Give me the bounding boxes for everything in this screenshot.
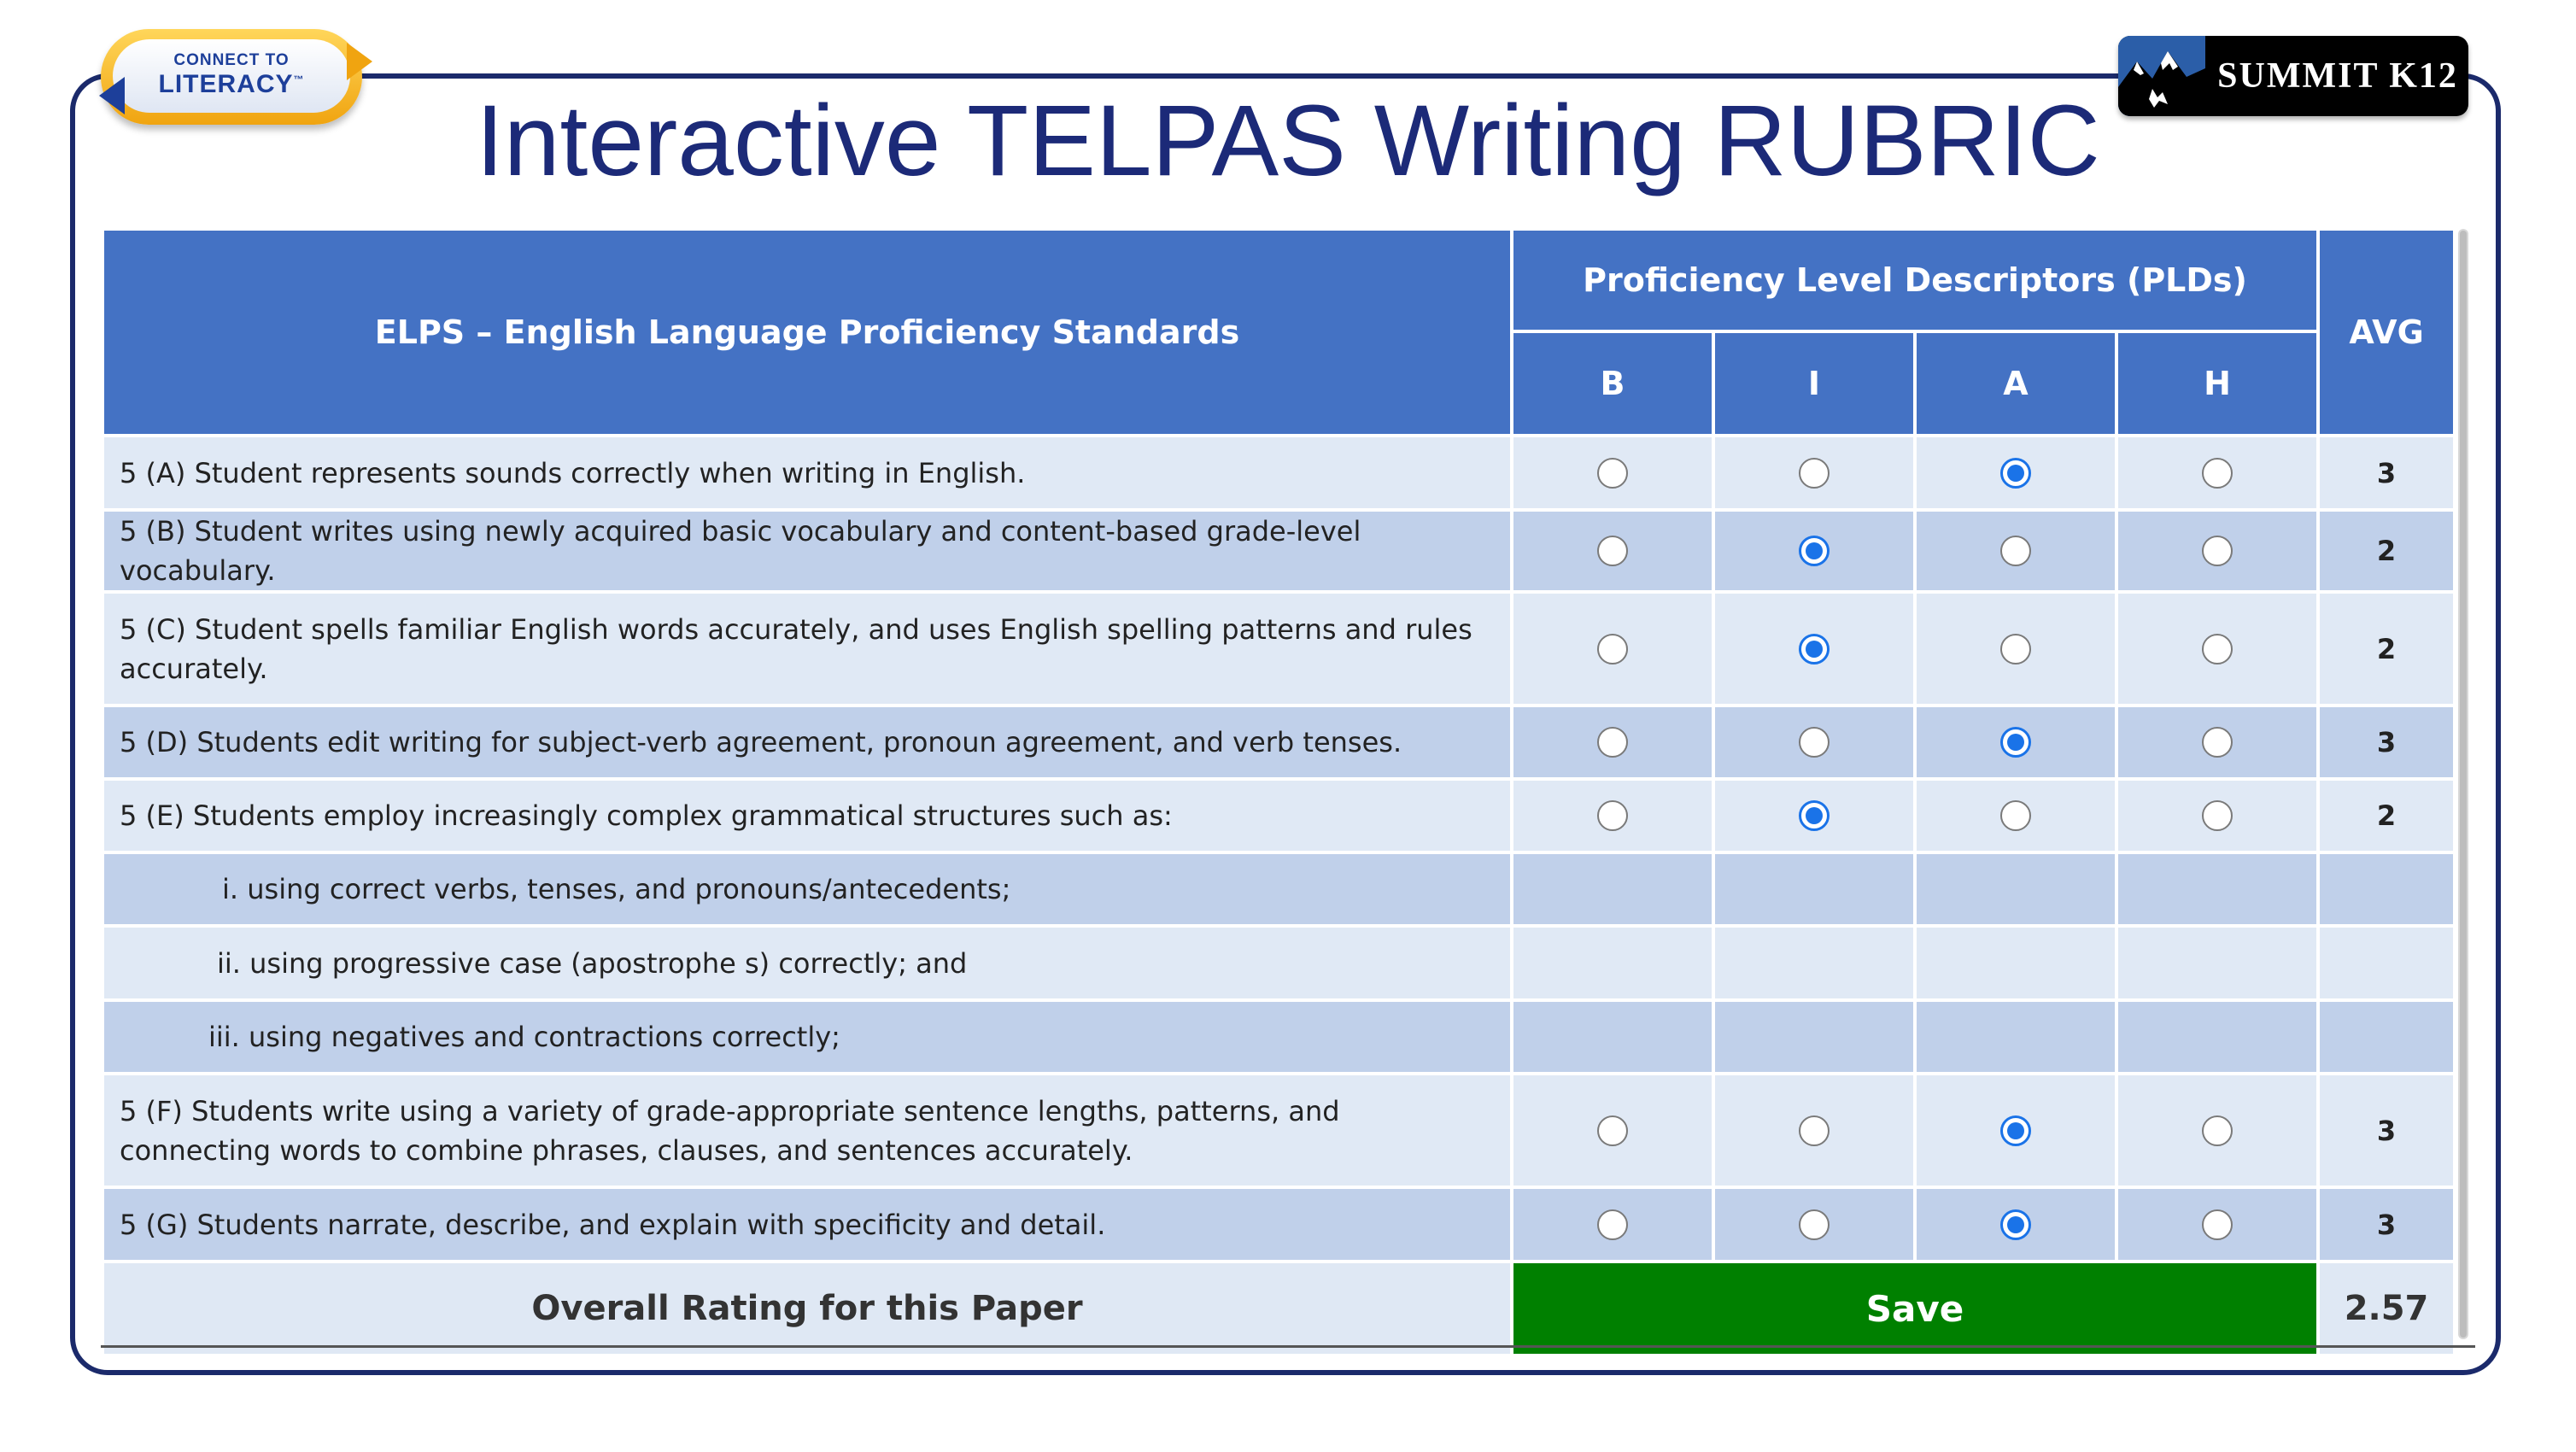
radio-h[interactable] [2202,536,2233,566]
radio-a[interactable] [2000,458,2031,489]
radio-b[interactable] [1597,536,1628,566]
radio-a[interactable] [2000,727,2031,758]
standard-text: 5 (D) Students edit writing for subject-verb agreement, pronoun agreement, and verb tenses. [102,706,1512,779]
avg-header: AVG [2318,229,2455,436]
radio-b[interactable] [1597,1115,1628,1146]
radio-h[interactable] [2202,634,2233,665]
standard-text: 5 (B) Student writes using newly acquired basic vocabulary and content-based grade-level vocabulary. [102,510,1512,592]
save-button[interactable]: Save [1512,1262,2318,1355]
radio-a[interactable] [2000,1115,2031,1146]
radio-i[interactable] [1799,536,1830,566]
connect-to-literacy-logo: CONNECT TO LITERACY™ [101,26,367,132]
radio-b[interactable] [1597,727,1628,758]
table-row [102,1000,2455,1074]
row-avg: 2 [2318,592,2455,706]
radio-a[interactable] [2000,800,2031,831]
radio-a[interactable] [2000,536,2031,566]
divider [101,1345,2475,1348]
standard-text: 5 (A) Student represents sounds correctly when writing in English. [102,436,1512,510]
table-row [102,436,2455,510]
radio-b[interactable] [1597,458,1628,489]
radio-i[interactable] [1799,727,1830,758]
standard-text: 5 (C) Student spells familiar English words accurately, and uses English spelling patterns and rules accurately. [102,592,1512,706]
standard-subitem-text: iii. using negatives and contractions correctly; [102,1000,1512,1074]
radio-h[interactable] [2202,458,2233,489]
standard-subitem-text: ii. using progressive case (apostrophe s) correctly; and [102,926,1512,1000]
radio-i[interactable] [1799,800,1830,831]
radio-h[interactable] [2202,727,2233,758]
level-i-header: I [1713,331,1915,436]
row-avg: 2 [2318,510,2455,592]
radio-b[interactable] [1597,634,1628,665]
level-b-header: B [1512,331,1713,436]
table-row [102,706,2455,779]
overall-rating-value: 2.57 [2318,1262,2455,1355]
radio-i[interactable] [1799,458,1830,489]
radio-a[interactable] [2000,1209,2031,1240]
vertical-scrollbar[interactable] [2458,229,2468,1339]
table-row [102,1074,2455,1187]
level-h-header: H [2116,331,2318,436]
table-row [102,926,2455,1000]
table-row [102,592,2455,706]
row-avg: 3 [2318,706,2455,779]
row-avg: 3 [2318,1074,2455,1187]
table-row [102,852,2455,926]
radio-i[interactable] [1799,1115,1830,1146]
level-a-header: A [1915,331,2116,436]
radio-h[interactable] [2202,1115,2233,1146]
radio-h[interactable] [2202,1209,2233,1240]
radio-b[interactable] [1597,1209,1628,1240]
table-row [102,1187,2455,1262]
row-avg: 3 [2318,1187,2455,1262]
overall-rating-label: Overall Rating for this Paper [102,1262,1512,1355]
standard-subitem-text: i. using correct verbs, tenses, and pronouns/antecedents; [102,852,1512,926]
table-row [102,779,2455,852]
standards-header: ELPS – English Language Proficiency Standards [102,229,1512,436]
standard-text: 5 (G) Students narrate, describe, and explain with specificity and detail. [102,1187,1512,1262]
radio-b[interactable] [1597,800,1628,831]
standard-text: 5 (F) Students write using a variety of grade-appropriate sentence lengths, patterns, and connecting words to combine phrases, clauses, and sentences accurately. [102,1074,1512,1187]
table-row [102,510,2455,592]
radio-i[interactable] [1799,634,1830,665]
footer-row [102,1262,2455,1355]
page-title: Interactive TELPAS Writing RUBRIC [476,85,2100,197]
summit-k12-logo: SUMMIT K12 [2118,36,2468,116]
plds-header: Proficiency Level Descriptors (PLDs) [1512,229,2318,331]
row-avg: 3 [2318,436,2455,510]
radio-i[interactable] [1799,1209,1830,1240]
row-avg: 2 [2318,779,2455,852]
rubric-table [101,227,2456,1357]
radio-h[interactable] [2202,800,2233,831]
standard-text: 5 (E) Students employ increasingly complex grammatical structures such as: [102,779,1512,852]
radio-a[interactable] [2000,634,2031,665]
